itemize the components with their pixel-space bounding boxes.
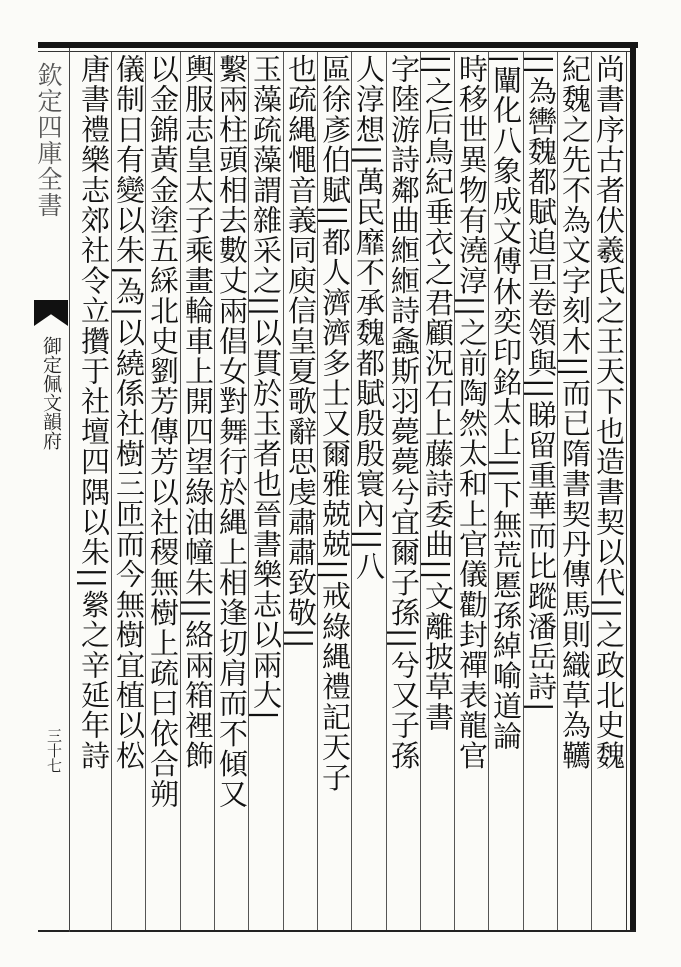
text-column: 也疏縄憴音義同庾信皇夏歌辭思虔肅肅致敬||	[284, 54, 318, 650]
text-column: 玉藻疏藻謂雜采之||以貫於玉者也晉書樂志以兩大|	[249, 54, 283, 722]
text-column: 字陸游詩鄰曲縆縆詩螽斯羽薨薨兮宜爾子孫||兮又子孫	[387, 54, 421, 771]
page-border-bottom	[38, 930, 636, 932]
fold-section-title: 御定佩文韻府	[40, 336, 62, 450]
text-column: 輿服志皇太子乘畫輪車上開四望綠油幢朱||絡兩箱裡飾	[181, 54, 215, 771]
text-column: 以金錦黃金塗五綵北史劉芳傳芳以社稷無樹上疏曰依合朔	[146, 54, 180, 809]
text-column: |闡化八象成文傅休奕印銘太上||下無荒慝孫綽喻道論	[489, 54, 523, 752]
text-column: 儀制日有變以朱|為|以繞係社樹三匝而今無樹宜植以松	[112, 54, 146, 771]
text-column: 紀魏之先不為文字刻木||而已隋書契丹傳馬則織草為韉	[558, 54, 592, 771]
fishtail-mark-icon	[34, 300, 68, 326]
text-column: 區徐彥伯賦||都人濟濟多士又爾雅兢兢||戒綠縄禮記天子	[318, 54, 352, 793]
text-column: ||之后鳥紀垂衣之君顧況石上藤詩委曲||文離披草書	[421, 54, 455, 733]
page-border-right-inner	[626, 51, 627, 932]
fold-book-title: 欽定四庫全書	[34, 62, 63, 218]
page-number: 三十七	[45, 728, 63, 773]
page-border-top	[38, 42, 638, 48]
text-column: ||為轡魏都賦追亘卷領與||睇留重華而比蹤潘岳詩|	[524, 54, 558, 713]
text-column: 尚書序古者伏羲氏之王天下也造書契以代||之政北史魏	[592, 54, 626, 771]
text-body	[70, 52, 626, 930]
text-column: 時移世異物有澆淳||之前陶然太和上官儀勸封禪表龍官	[455, 54, 489, 771]
page-border-right	[630, 42, 636, 932]
text-column: 人淳想||萬民靡不承魏都賦殷殷寰內||八	[352, 54, 386, 582]
text-column: 唐書禮樂志郊社令立攢于社壇四隅以朱||縈之辛延年詩	[77, 54, 111, 771]
text-column: 繫兩柱頭相去數丈兩倡女對舞行於縄上相逢切肩而不傾又	[215, 54, 249, 809]
